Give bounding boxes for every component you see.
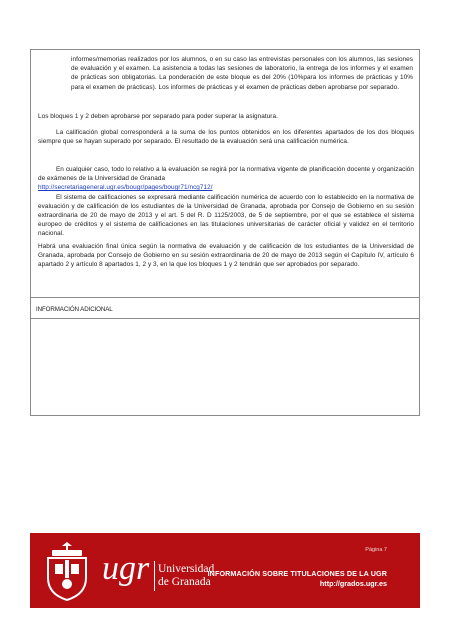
- table-divider: [31, 297, 419, 298]
- grading-system-paragraph: El sistema de calificaciones se expresará mediante calificación numérica de acuerdo con lo establecido en la normativa de evaluación y de calificación de los estudiantes de la Universidad de Granada, aprobada por Consejo de Gobierno en su sesión extraordinaria de 20 de mayo de 2013 y el art. 5 del R. D 1125/2003, de 5 de septiembre, por el que se establece el sistema europeo de créditos y el sistema de calificaciones en las titulaciones universitarias de carácter oficial y validez en el territorio nacional.: [38, 193, 414, 238]
- page-number: Página 7: [365, 547, 387, 553]
- final-evaluation-paragraph: Habrá una evaluación final única según la normativa de evaluación y de calificación de los estudiantes de la Universidad de Granada, aprobada por Consejo de Gobierno en su sesión extraordinaria de 20 de mayo de 2013 según el Capítulo IV, artículo 6 apartado 2 y artículo 8 apartados 1, 2 y 3, en la que los bloques 1 y 2 tendrán que ser aprobados por separado.: [38, 243, 414, 269]
- blocks-paragraph: Los bloques 1 y 2 deben aprobarse por separado para poder superar la asignatura.: [38, 113, 278, 120]
- evaluation-section-box: [30, 49, 420, 416]
- university-name-line2: de Granada: [158, 576, 211, 588]
- footer-banner: [30, 533, 420, 608]
- normativa-paragraph: [38, 165, 414, 239]
- degrees-url[interactable]: http://grados.ugr.es: [319, 579, 387, 588]
- svg-text:ugr: ugr: [102, 550, 150, 587]
- logo-divider: [154, 561, 155, 591]
- item-continuation-text: informes/memorias realizados por los alumnos, o en su caso las entrevistas personales con los alumnos, las sesiones de evaluación y el examen. La asistencia a todas las sesiones de laboratorio, la entrega de los informes y el examen de prácticas son obligatorias. La ponderación de este bloque es del 20% (10%para los informes de prácticas y 10% para el examen de prácticas). Los informes de prácticas y el examen de prácticas deben aprobarse por separado.: [71, 56, 413, 91]
- table-divider: [31, 318, 419, 319]
- degrees-info-title: INFORMACIÓN SOBRE TITULACIONES DE LA UGR: [207, 569, 387, 578]
- ugr-logo-icon: [100, 545, 158, 587]
- normativa-link[interactable]: http://secretariageneral.ugr.es/bougr/pages/bougr71/ncg712/: [38, 184, 213, 192]
- university-name-line1: Universidad: [158, 563, 215, 575]
- additional-info-heading: INFORMACIÓN ADICIONAL: [36, 306, 113, 313]
- normativa-text: [38, 165, 414, 193]
- university-crest-icon: [38, 540, 96, 602]
- normativa-text-body: En cualquier caso, todo lo relativo a la evaluación se regirá por la normativa vigente de planificación docente y organización de exámenes de la Universidad de Granada: [38, 166, 414, 183]
- global-grade-paragraph: La calificación global corresponderá a la suma de los puntos obtenidos en los diferentes apartados de los dos bloques siempre que se hayan superado por separado. El resultado de la evaluación será una calificación numérica.: [38, 129, 414, 146]
